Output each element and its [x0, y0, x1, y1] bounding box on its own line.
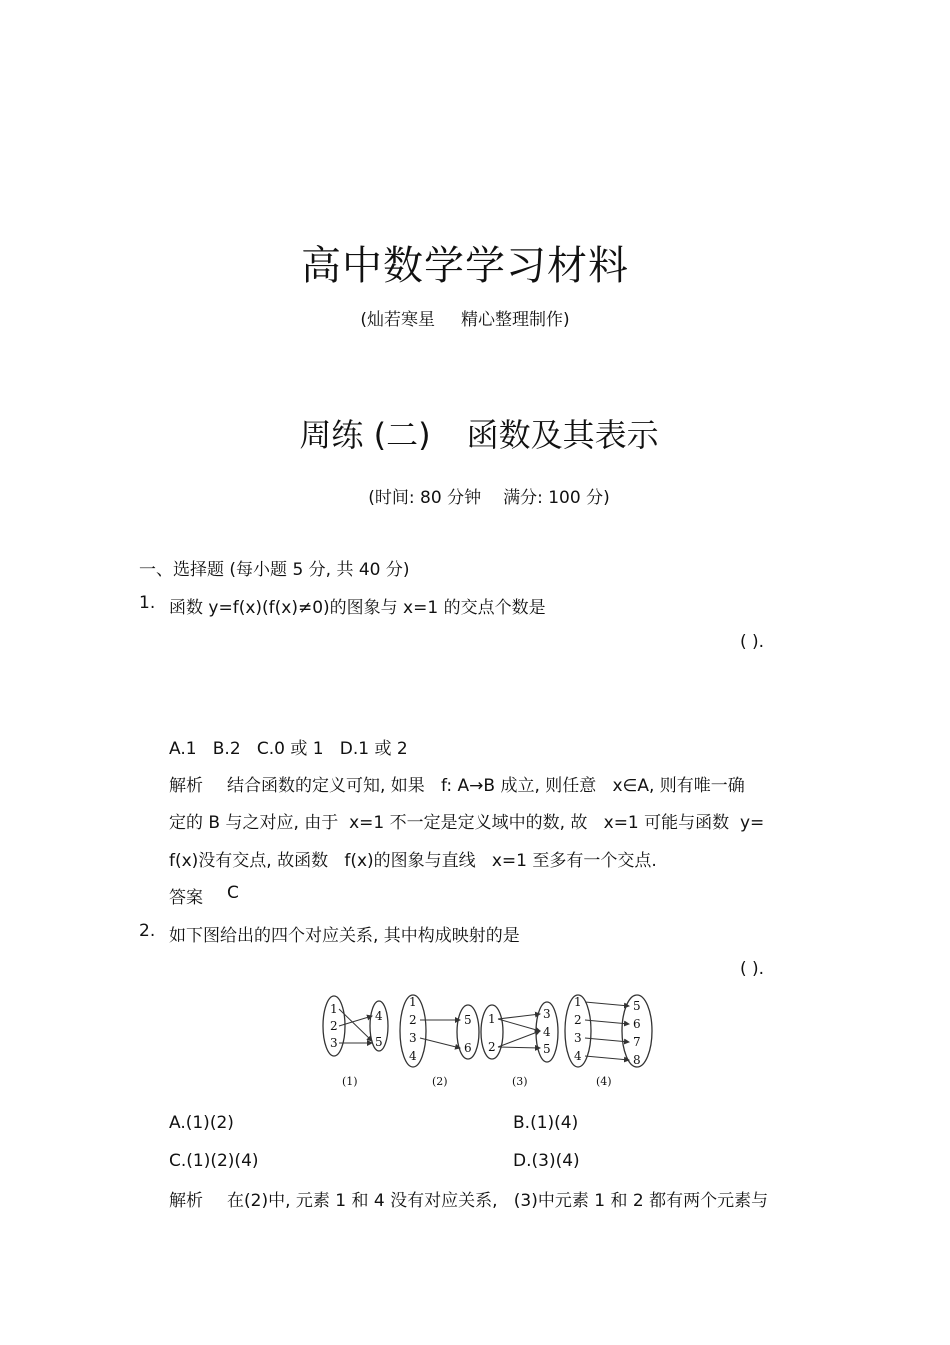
d3-right-3: 3 — [543, 1007, 551, 1021]
q2-analysis-text: 在(2)中, 元素 1 和 4 没有对应关系, (3)中元素 1 和 2 都有两个元素与 — [227, 1191, 769, 1211]
d1-left-2: 2 — [330, 1019, 338, 1033]
d2-right-5: 5 — [464, 1013, 472, 1027]
d2-right-6: 6 — [464, 1041, 472, 1055]
q1-analysis-label: 解析 — [169, 776, 203, 796]
diagram-1 — [323, 996, 388, 1088]
d1-caption: (1) — [342, 1075, 358, 1088]
q2-number: 2. — [139, 921, 156, 941]
time-limit: (时间: 80 分钟 — [368, 488, 482, 508]
q1-answer-value: C — [227, 883, 239, 903]
d2-caption: (2) — [432, 1075, 448, 1088]
q1-number: 1. — [139, 593, 156, 613]
mapping-diagrams — [322, 990, 662, 1092]
q1-answer-paren: ( ). — [740, 632, 765, 652]
diagram-3 — [481, 1002, 558, 1088]
d4-left-4: 4 — [574, 1049, 582, 1063]
d1-right-5: 5 — [375, 1035, 383, 1049]
section-heading: 一、选择题 (每小题 5 分, 共 40 分) — [139, 560, 410, 580]
d4-caption: (4) — [596, 1075, 612, 1088]
d4-right-8: 8 — [633, 1053, 641, 1067]
d2-left-1: 1 — [409, 995, 417, 1009]
q2-option-c: C.(1)(2)(4) — [169, 1151, 259, 1171]
d4-left-2: 2 — [574, 1013, 582, 1027]
q2-answer-paren: ( ). — [740, 959, 765, 979]
q1-stem: 函数 y=f(x)(f(x)≠0)的图象与 x=1 的交点个数是 — [169, 598, 546, 618]
d3-right-4: 4 — [543, 1025, 551, 1039]
d1-left-1: 1 — [330, 1002, 338, 1016]
d3-caption: (3) — [512, 1075, 528, 1088]
d3-right-5: 5 — [543, 1042, 551, 1056]
d1-left-3: 3 — [330, 1036, 338, 1050]
d1-right-4: 4 — [375, 1009, 383, 1023]
d2-left-2: 2 — [409, 1013, 417, 1027]
document-credit — [0, 305, 930, 330]
d2-left-3: 3 — [409, 1031, 417, 1045]
credit-author: (灿若寒星 — [360, 310, 435, 330]
q2-analysis-label: 解析 — [169, 1191, 203, 1211]
q1-answer-label: 答案 — [169, 888, 203, 908]
q2-stem: 如下图给出的四个对应关系, 其中构成映射的是 — [169, 926, 520, 946]
q1-options: A.1 B.2 C.0 或 1 D.1 或 2 — [169, 739, 408, 759]
q2-option-b: B.(1)(4) — [513, 1113, 579, 1133]
d3-left-2: 2 — [488, 1040, 496, 1054]
document-title: 高中数学学习材料 — [301, 243, 629, 289]
d4-left-1: 1 — [574, 995, 582, 1009]
d2-left-4: 4 — [409, 1049, 417, 1063]
q2-option-a: A.(1)(2) — [169, 1113, 234, 1133]
q1-analysis-line-2: 定的 B 与之对应, 由于 x=1 不一定是定义域中的数, 故 x=1 可能与函数 y= — [169, 813, 765, 833]
diagram-4 — [565, 995, 652, 1088]
exercise-name: 周练 (二) — [299, 416, 431, 454]
q1-analysis-line-1: 结合函数的定义可知, 如果 f: A→B 成立, 则任意 x∈A, 则有唯一确 — [227, 776, 745, 796]
d4-right-6: 6 — [633, 1017, 641, 1031]
full-score: 满分: 100 分) — [503, 488, 610, 508]
credit-work: 精心整理制作) — [461, 310, 570, 330]
d4-right-7: 7 — [633, 1035, 641, 1049]
d3-left-1: 1 — [488, 1012, 496, 1026]
d4-left-3: 3 — [574, 1031, 582, 1045]
d4-right-5: 5 — [633, 999, 641, 1013]
exercise-meta — [0, 483, 950, 508]
exercise-title — [0, 410, 950, 456]
diagram-2 — [400, 995, 479, 1088]
q1-analysis-line-3: f(x)没有交点, 故函数 f(x)的图象与直线 x=1 至多有一个交点. — [169, 851, 657, 871]
exercise-topic: 函数及其表示 — [466, 416, 659, 454]
q2-option-d: D.(3)(4) — [513, 1151, 580, 1171]
